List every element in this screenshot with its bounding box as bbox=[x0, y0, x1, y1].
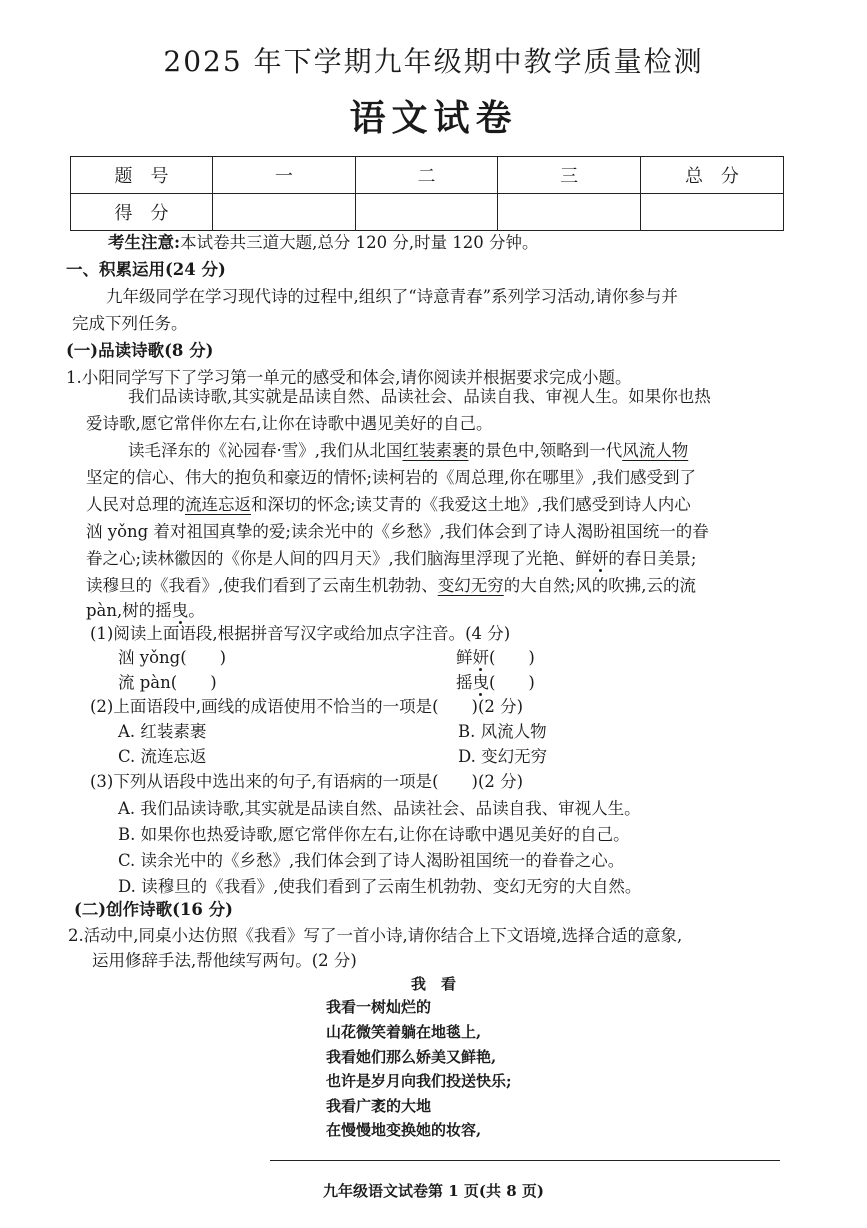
underlined-idiom: 变幻无穷 bbox=[437, 576, 504, 595]
passage-text: 人民对总理的 bbox=[86, 495, 185, 514]
score-table-score-row bbox=[71, 194, 784, 231]
passage-line: 坚定的信心、伟大的抱负和豪迈的情怀;读柯岩的《周总理,你在哪里》,我们感受到了 bbox=[86, 468, 697, 487]
dotted-character: 曳 bbox=[472, 673, 489, 692]
part1-heading: (一)品读诗歌(8 分) bbox=[66, 341, 214, 360]
underlined-idiom: 风流人物 bbox=[622, 441, 689, 460]
passage-line: 汹 yǒng 着对祖国真挚的爱;读余光中的《乡愁》,我们体会到了诗人渴盼祖国统一的眷 bbox=[86, 522, 709, 541]
footer-divider bbox=[270, 1160, 780, 1161]
poem-line: 我看广袤的大地 bbox=[326, 1097, 432, 1115]
poem-line: 山花微笑着躺在地毯上, bbox=[326, 1023, 482, 1041]
option-b: B. 风流人物 bbox=[458, 722, 547, 741]
passage-line bbox=[128, 438, 688, 464]
passage-text: 。 bbox=[188, 601, 205, 620]
option-c: C. 流连忘返 bbox=[118, 747, 207, 766]
score-cell: 总 分 bbox=[640, 157, 783, 194]
passage-text: pàn,树的摇 bbox=[86, 601, 172, 620]
poem-line: 在慢慢地变换她的妆容, bbox=[326, 1121, 482, 1139]
answer-blank: ( ) bbox=[489, 648, 535, 667]
underlined-idiom: 流连忘返 bbox=[185, 495, 251, 514]
exam-header-title: 2025 年下学期九年级期中教学质量检测 bbox=[163, 45, 704, 78]
passage-text: 眷之心;读林徽因的《你是人间的四月天》,我们脑海里浮现了光艳、鲜 bbox=[86, 549, 592, 568]
score-input-cell bbox=[640, 194, 783, 231]
score-input-cell bbox=[498, 194, 641, 231]
exam-subtitle: 语文试卷 bbox=[349, 97, 518, 139]
score-table bbox=[70, 156, 784, 231]
passage-line bbox=[86, 573, 696, 599]
candidate-notice bbox=[108, 230, 539, 256]
item-text: 鲜 bbox=[456, 648, 473, 667]
passage-line bbox=[86, 492, 691, 518]
score-table-header-row bbox=[71, 157, 784, 194]
option-b: B. 如果你也热爱诗歌,愿它常伴你左右,让你在诗歌中遇见美好的自己。 bbox=[118, 825, 630, 844]
score-input-cell bbox=[213, 194, 356, 231]
score-cell: 题 号 bbox=[71, 157, 213, 194]
page-footer: 九年级语文试卷第 1 页(共 8 页) bbox=[323, 1182, 544, 1200]
dotted-character: 妍 bbox=[591, 549, 609, 568]
passage-text: 的景色中,领略到一代 bbox=[468, 441, 623, 460]
poem-line: 我看她们那么娇美又鲜艳, bbox=[326, 1048, 497, 1066]
score-cell: 得 分 bbox=[71, 194, 213, 231]
option-d: D. 变幻无穷 bbox=[458, 747, 548, 766]
section1-intro-line1: 九年级同学在学习现代诗的过程中,组织了“诗意青春”系列学习活动,请你参与并 bbox=[106, 287, 678, 306]
score-cell: 一 bbox=[213, 157, 356, 194]
option-a: A. 我们品读诗歌,其实就是品读自然、品读社会、品读自我、审视人生。 bbox=[118, 799, 641, 818]
notice-label: 考生注意: bbox=[108, 233, 181, 252]
passage-text: 读穆旦的《我看》,使我们看到了云南生机勃勃、 bbox=[86, 576, 438, 595]
poem-line: 我看一树灿烂的 bbox=[326, 998, 432, 1016]
score-input-cell bbox=[355, 194, 498, 231]
passage-line: 爱诗歌,愿它常伴你左右,让你在诗歌中遇见美好的自己。 bbox=[86, 414, 493, 433]
pinyin-item bbox=[456, 645, 535, 671]
notice-text: 本试卷共三道大题,总分 120 分,时量 120 分钟。 bbox=[180, 233, 539, 252]
passage-line: 我们品读诗歌,其实就是品读自然、品读社会、品读自我、审视人生。如果你也热 bbox=[128, 387, 711, 406]
poem-title: 我 看 bbox=[410, 975, 456, 993]
poem-line: 也许是岁月向我们投送快乐; bbox=[326, 1072, 512, 1090]
section1-intro-line2: 完成下列任务。 bbox=[72, 314, 188, 333]
pinyin-item bbox=[456, 670, 535, 696]
underlined-idiom: 红装素裹 bbox=[402, 441, 469, 460]
option-d: D. 读穆旦的《我看》,使我们看到了云南生机勃勃、变幻无穷的大自然。 bbox=[118, 877, 642, 896]
answer-blank: ( ) bbox=[489, 673, 535, 692]
part2-heading: (二)创作诗歌(16 分) bbox=[74, 900, 233, 919]
question2-stem-cont: 运用修辞手法,帮他续写两句。(2 分) bbox=[92, 951, 357, 970]
section1-heading: 一、积累运用(24 分) bbox=[66, 260, 226, 279]
subquestion-3: (3)下列从语段中选出来的句子,有语病的一项是( )(2 分) bbox=[90, 772, 524, 791]
score-cell: 二 bbox=[355, 157, 498, 194]
option-c: C. 读余光中的《乡愁》,我们体会到了诗人渴盼祖国统一的眷眷之心。 bbox=[118, 851, 625, 870]
passage-text: 读毛泽东的《沁园春·雪》,我们从北国 bbox=[128, 441, 403, 460]
pinyin-item: 汹 yǒng( ) bbox=[118, 648, 227, 667]
subquestion-1: (1)阅读上面语段,根据拼音写汉字或给加点字注音。(4 分) bbox=[90, 624, 511, 643]
subquestion-2: (2)上面语段中,画线的成语使用不恰当的一项是( )(2 分) bbox=[90, 697, 524, 716]
passage-text: 和深切的怀念;读艾青的《我爱这土地》,我们感受到诗人内心 bbox=[251, 495, 691, 514]
pinyin-item: 流 pàn( ) bbox=[118, 673, 217, 692]
passage-line bbox=[86, 546, 696, 572]
dotted-character: 妍 bbox=[472, 648, 489, 667]
question1-stem: 1.小阳同学写下了学习第一单元的感受和体会,请你阅读并根据要求完成小题。 bbox=[66, 368, 632, 387]
passage-text: 的大自然;风的吹拂,云的流 bbox=[503, 576, 697, 595]
question2-stem: 2.活动中,同桌小达仿照《我看》写了一首小诗,请你结合上下文语境,选择合适的意象, bbox=[68, 926, 683, 945]
score-cell: 三 bbox=[498, 157, 641, 194]
option-a: A. 红装素裹 bbox=[118, 722, 207, 741]
item-text: 摇 bbox=[456, 673, 473, 692]
passage-text: 的春日美景; bbox=[608, 549, 697, 568]
dotted-character: 曳 bbox=[171, 601, 189, 620]
